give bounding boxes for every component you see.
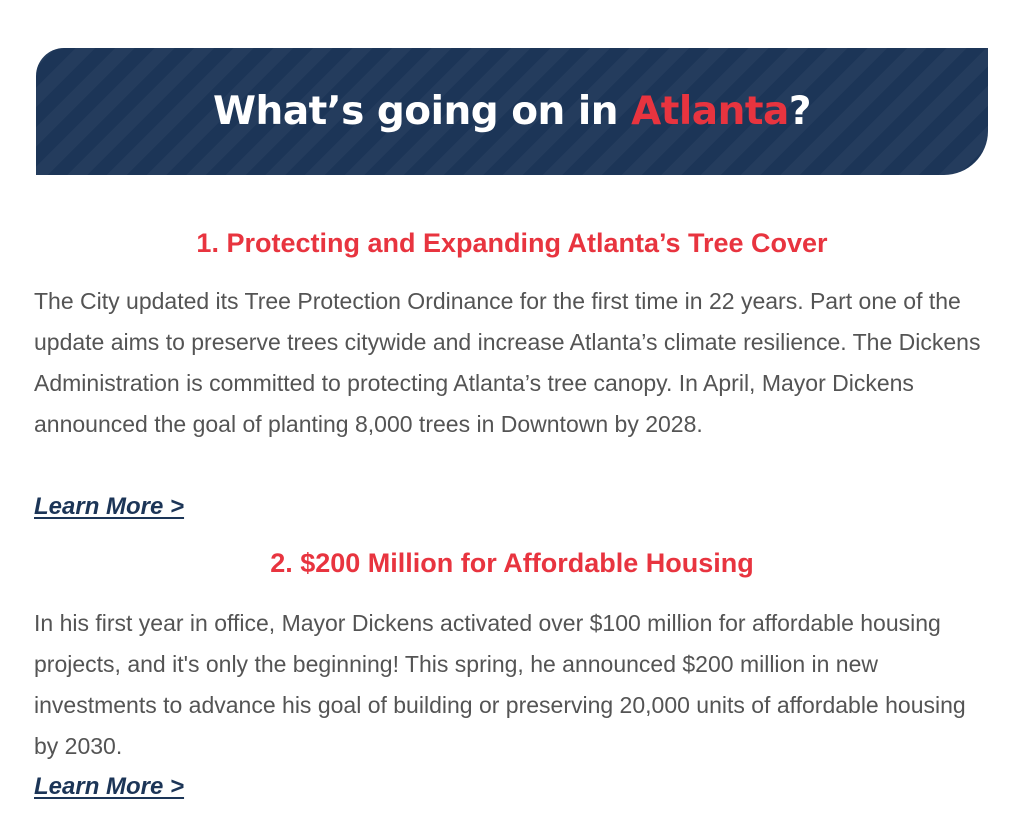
section-2-learn-more-link[interactable]: Learn More > xyxy=(34,773,185,800)
banner-title xyxy=(213,89,811,134)
header-banner xyxy=(36,48,988,175)
section-1-body: The City updated its Tree Protection Ordinance for the first time in 22 years. Part one of the update aims to preserve trees citywide and increase Atlanta’s climate resilience. The Dickens Administration is committed to protecting Atlanta’s tree canopy. In April, Mayor Dickens announced the goal of planting 8,000 trees in Downtown by 2028. xyxy=(34,288,981,437)
banner-title-city: Atlanta xyxy=(631,89,789,134)
section-2-heading: 2. $200 Million for Affordable Housing xyxy=(270,548,754,578)
banner-title-suffix: ? xyxy=(788,89,811,134)
banner-title-prefix: What’s going on in xyxy=(213,89,632,134)
section-2-body: In his first year in office, Mayor Dickens activated over $100 million for affordable housing projects, and it's only the beginning! This spring, he announced $200 million in new investments to advance his goal of building or preserving 20,000 units of affordable housing by 2030. xyxy=(34,610,966,759)
section-1-learn-more-link[interactable]: Learn More > xyxy=(34,493,185,520)
section-1-heading: 1. Protecting and Expanding Atlanta’s Tree Cover xyxy=(196,228,828,258)
